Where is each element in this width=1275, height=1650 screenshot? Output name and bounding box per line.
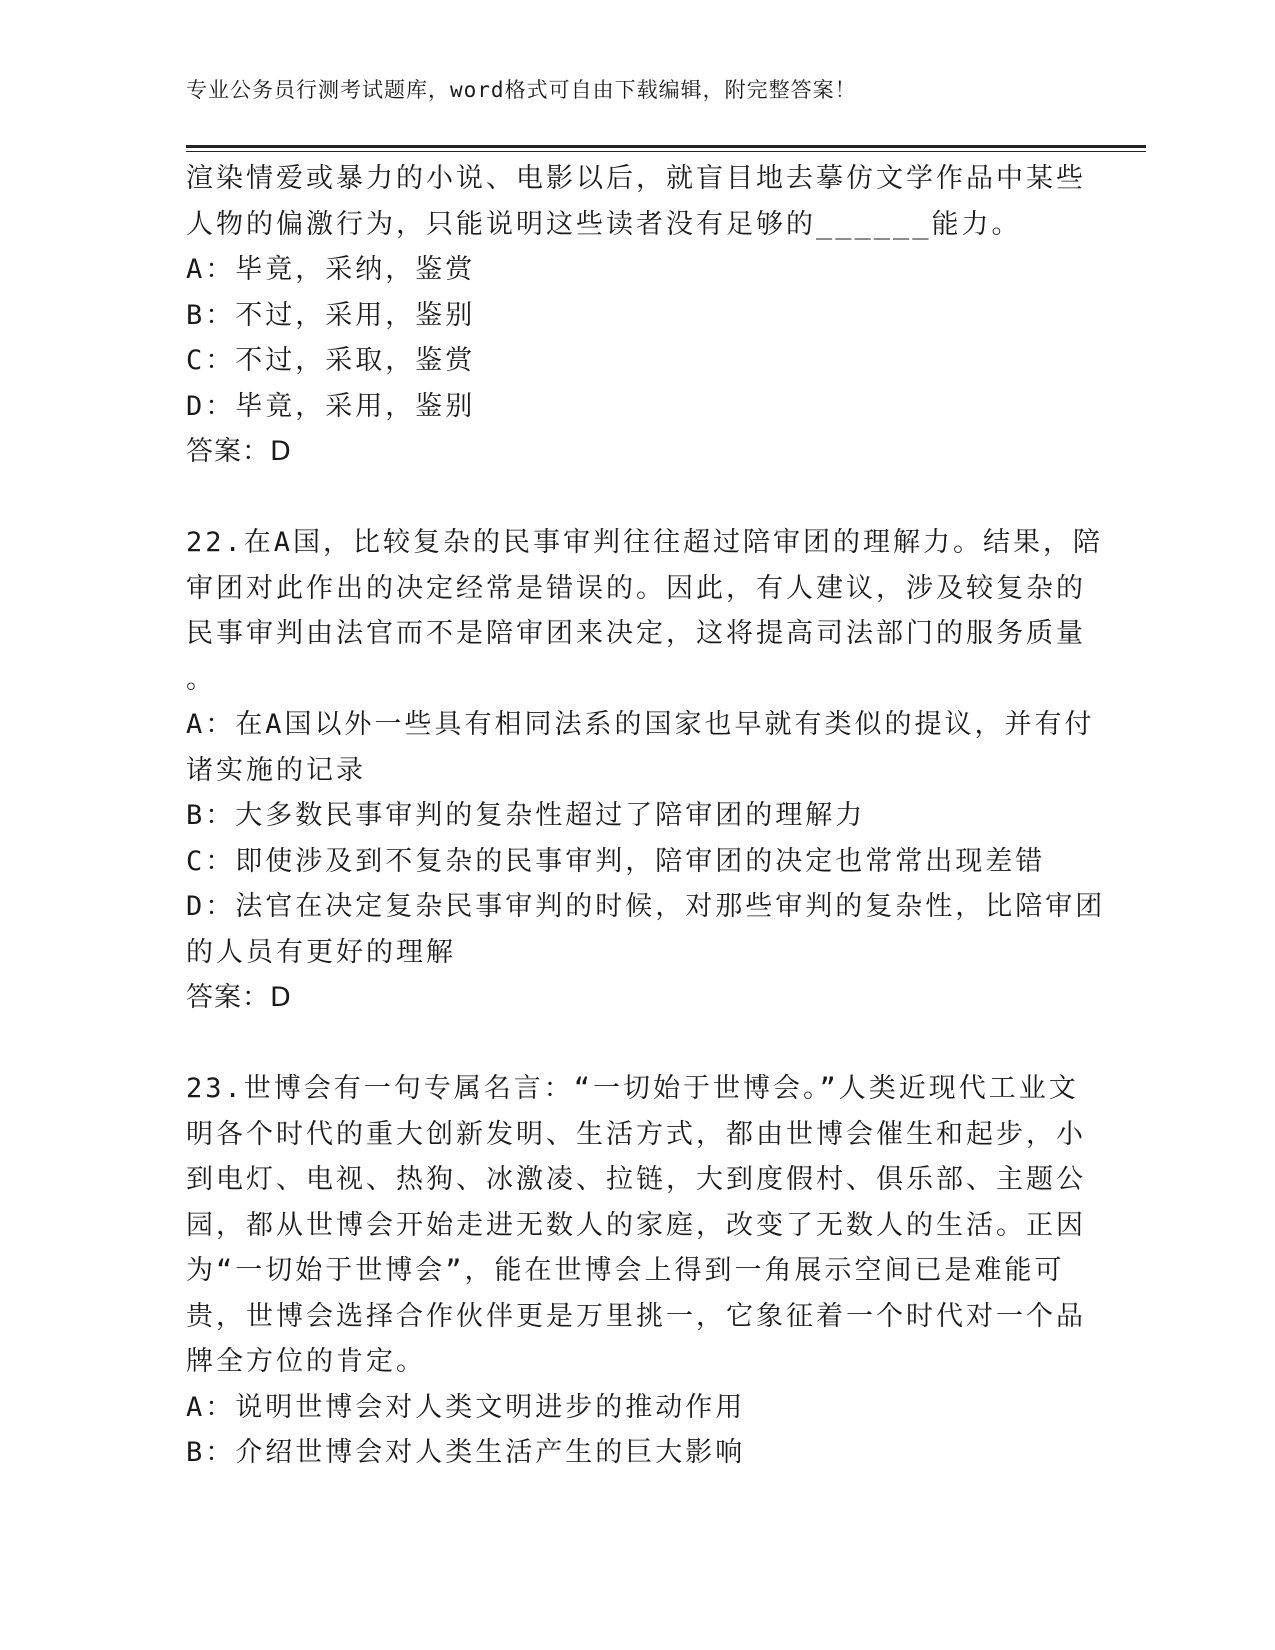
question-stem-line: 民事审判由法官而不是陪审团来决定，这将提高司法部门的服务质量 (186, 618, 1086, 649)
blank-line (186, 1021, 1086, 1067)
question-21 (186, 156, 1086, 475)
question-stem-line: 22.在A国，比较复杂的民事审判往往超过陪审团的理解力。结果，陪 (186, 527, 1104, 558)
option-b: B：介绍世博会对人类生活产生的巨大影响 (186, 1437, 746, 1468)
question-23 (186, 1066, 1086, 1476)
option-a-continued: 诸实施的记录 (186, 754, 366, 786)
option-a: A：毕竟，采纳，鉴赏 (186, 254, 476, 285)
option-d: D：毕竟，采用，鉴别 (186, 390, 476, 422)
header-rule-thick (186, 145, 1146, 148)
question-stem-line: 贵，世博会选择合作伙伴更是万里挑一，它象征着一个时代对一个品 (186, 1300, 1086, 1332)
question-stem-line: 明各个时代的重大创新发明、生活方式，都由世博会催生和起步，小 (186, 1118, 1086, 1150)
option-d: D：法官在决定复杂民事审判的时候，对那些审判的复杂性，比陪审团 (186, 891, 1106, 922)
document-body (186, 156, 1106, 1476)
question-stem-line: 人物的偏激行为，只能说明这些读者没有足够的______能力。 (186, 208, 1022, 240)
question-stem-line: 到电灯、电视、热狗、冰激凌、拉链，大到度假村、俱乐部、主题公 (186, 1164, 1086, 1195)
option-a: A：说明世博会对人类文明进步的推动作用 (186, 1391, 746, 1423)
question-stem-line: 为“一切始于世博会”，能在世博会上得到一角展示空间已是难能可 (186, 1255, 1065, 1286)
option-c: C：不过，采取，鉴赏 (186, 345, 476, 376)
header-rule-thin (186, 151, 1146, 152)
blank-line (186, 475, 1086, 521)
question-stem-line: 23.世博会有一句专属名言：“一切始于世博会。”人类近现代工业文 (186, 1073, 1079, 1104)
answer: 答案：D (186, 982, 292, 1013)
question-stem-line: 园，都从世博会开始走进无数人的家庭，改变了无数人的生活。正因 (186, 1209, 1086, 1241)
option-b: B：不过，采用，鉴别 (186, 299, 476, 331)
question-stem-line: 。 (186, 663, 216, 695)
page-header: 专业公务员行测考试题库，word格式可自由下载编辑，附完整答案！ (186, 78, 857, 102)
question-stem-line: 牌全方位的肯定。 (186, 1346, 426, 1377)
option-c: C：即使涉及到不复杂的民事审判，陪审团的决定也常常出现差错 (186, 845, 1046, 877)
option-d-continued: 的人员有更好的理解 (186, 936, 456, 968)
option-b: B：大多数民事审判的复杂性超过了陪审团的理解力 (186, 800, 866, 831)
answer: 答案：D (186, 436, 292, 467)
question-22 (186, 520, 1106, 1021)
question-stem-line: 审团对此作出的决定经常是错误的。因此，有人建议，涉及较复杂的 (186, 572, 1086, 604)
option-a: A：在A国以外一些具有相同法系的国家也早就有类似的提议，并有付 (186, 709, 1095, 740)
question-stem-line: 渲染情爱或暴力的小说、电影以后，就盲目地去摹仿文学作品中某些 (186, 163, 1086, 194)
